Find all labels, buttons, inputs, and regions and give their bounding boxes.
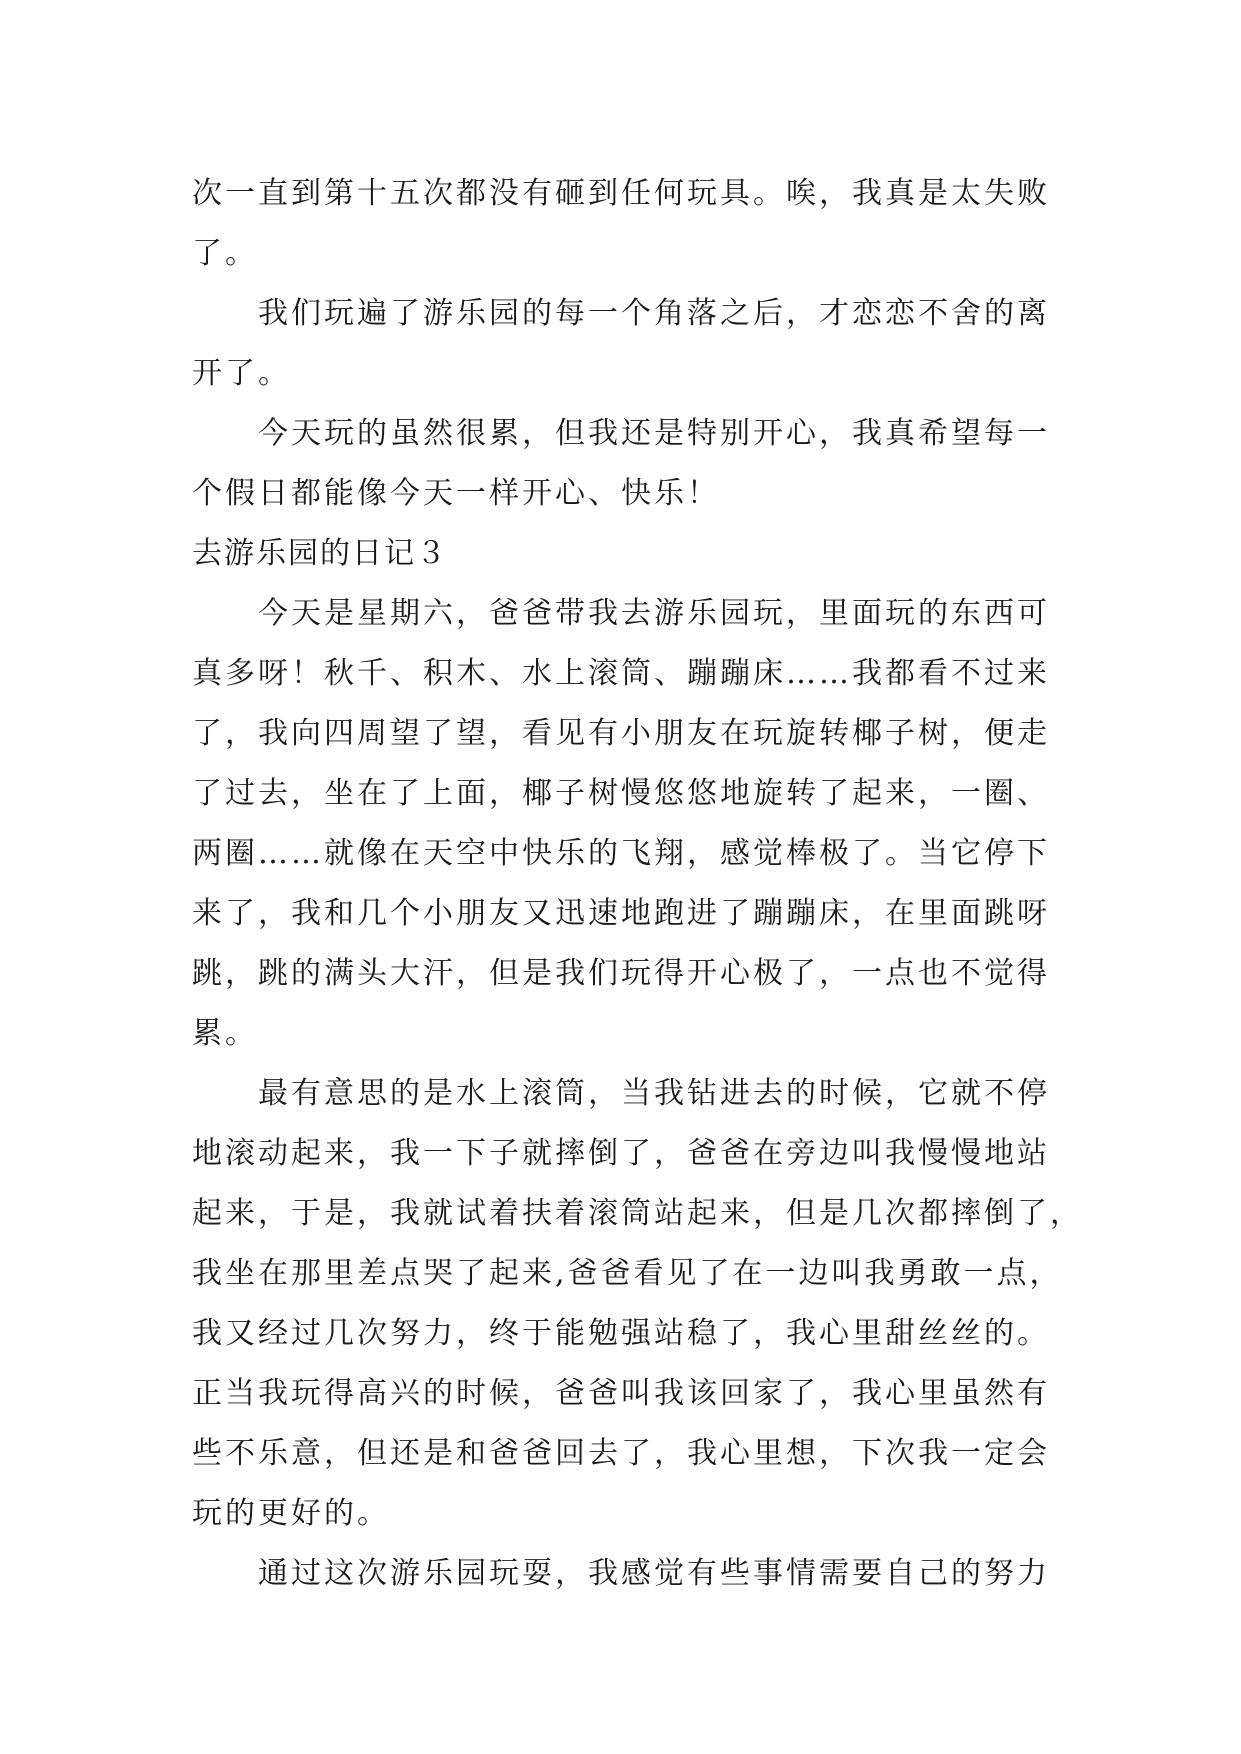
document-body bbox=[192, 164, 1083, 1604]
text-line: 了过去，坐在了上面，椰子树慢悠悠地旋转了起来，一圈、 bbox=[192, 776, 1050, 811]
text-line: 次一直到第十五次都没有砸到任何玩具。唉，我真是太失败 bbox=[192, 176, 1050, 211]
text-line: 个假日都能像今天一样开心、快乐！ bbox=[192, 476, 720, 511]
text-line: 两圈……就像在天空中快乐的飞翔，感觉棒极了。当它停下 bbox=[192, 836, 1050, 871]
text-line: 跳，跳的满头大汗，但是我们玩得开心极了，一点也不觉得 bbox=[192, 956, 1050, 991]
paragraph-4 bbox=[192, 584, 1052, 1064]
text-line: 我们玩遍了游乐园的每一个角落之后，才恋恋不舍的离 bbox=[258, 296, 1050, 331]
text-line: 来了，我和几个小朋友又迅速地跑进了蹦蹦床，在里面跳呀 bbox=[192, 896, 1050, 931]
text-line: 地滚动起来，我一下子就摔倒了，爸爸在旁边叫我慢慢地站 bbox=[192, 1136, 1050, 1171]
section-heading: 去游乐园的日记３ bbox=[192, 536, 448, 571]
text-line: 通过这次游乐园玩耍，我感觉有些事情需要自己的努力 bbox=[258, 1556, 1050, 1591]
text-line: 起来，于是，我就试着扶着滚筒站起来，但是几次都摔倒了， bbox=[192, 1196, 1083, 1231]
text-line: 了。 bbox=[192, 236, 258, 271]
text-line: 了，我向四周望了望，看见有小朋友在玩旋转椰子树，便走 bbox=[192, 716, 1050, 751]
paragraph-6 bbox=[192, 1544, 1052, 1604]
text-line: 我又经过几次努力，终于能勉强站稳了，我心里甜丝丝的。 bbox=[192, 1316, 1050, 1351]
text-line: 最有意思的是水上滚筒，当我钻进去的时候，它就不停 bbox=[258, 1076, 1050, 1111]
text-line: 真多呀！秋千、积木、水上滚筒、蹦蹦床……我都看不过来 bbox=[192, 656, 1050, 691]
paragraph-2 bbox=[192, 284, 1052, 404]
text-line: 累。 bbox=[192, 1016, 258, 1051]
text-line: 今天玩的虽然很累，但我还是特别开心，我真希望每一 bbox=[258, 416, 1050, 451]
paragraph-3 bbox=[192, 404, 1052, 524]
text-line: 些不乐意，但还是和爸爸回去了，我心里想，下次我一定会 bbox=[192, 1436, 1050, 1471]
text-line: 玩的更好的。 bbox=[192, 1496, 390, 1531]
text-line: 正当我玩得高兴的时候，爸爸叫我该回家了，我心里虽然有 bbox=[192, 1376, 1050, 1411]
text-line: 开了。 bbox=[192, 356, 291, 391]
paragraph-1 bbox=[192, 164, 1052, 284]
text-line: 我坐在那里差点哭了起来,爸爸看见了在一边叫我勇敢一点， bbox=[192, 1256, 1063, 1291]
text-line: 今天是星期六，爸爸带我去游乐园玩，里面玩的东西可 bbox=[258, 596, 1050, 631]
paragraph-5 bbox=[192, 1064, 1083, 1544]
